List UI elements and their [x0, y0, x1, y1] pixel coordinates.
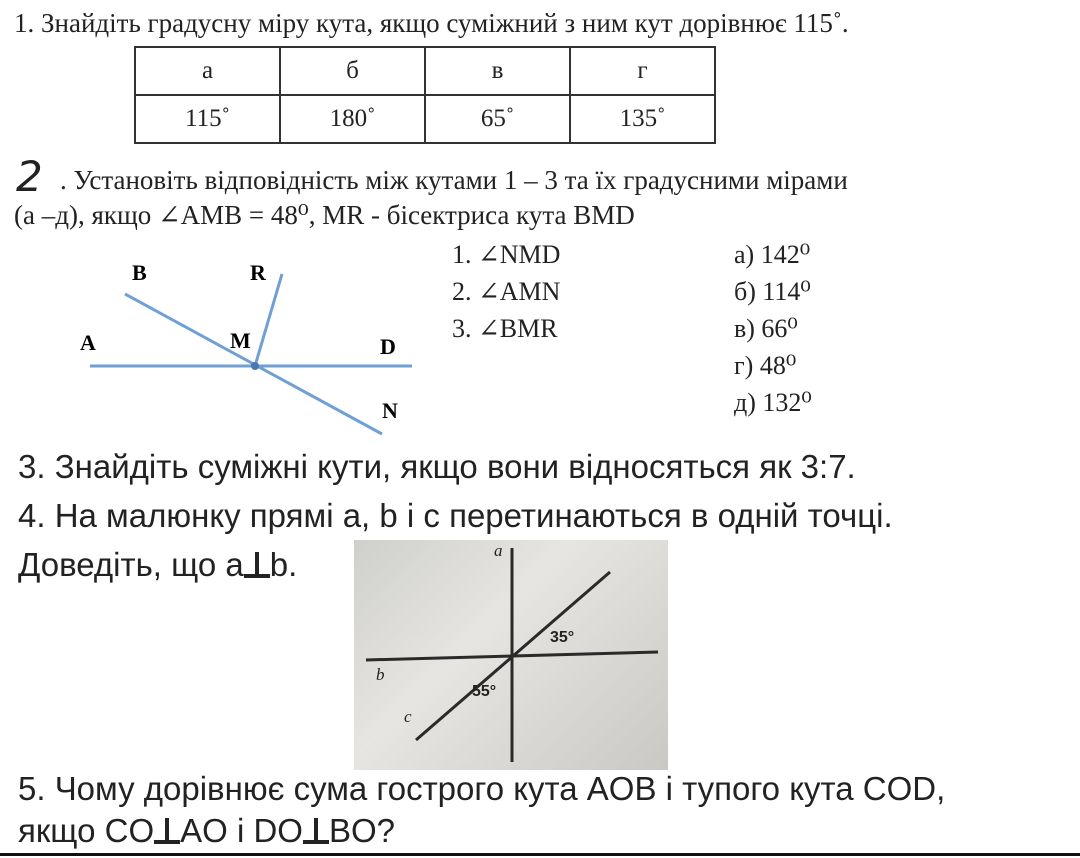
match-item: 1. ∠NMD [452, 240, 561, 269]
label-b: b [376, 665, 385, 684]
question-2-line-2: (а –д), якщо ∠AMB = 48⁰, MR - бісектриса кута BMD [14, 200, 635, 230]
answer-table [134, 46, 716, 144]
table-cell: 180˚ [280, 95, 425, 143]
table-cell: 65˚ [425, 95, 570, 143]
question-5-text-c: BO? [328, 812, 396, 849]
question-2-line-1: . Установіть відповідність між кутами 1 – 3 та їх градусними мірами [60, 165, 848, 195]
label-r: R [250, 260, 266, 285]
question-1-text: 1. Знайдіть градусну міру кута, якщо суміжний з ним кут дорівнює 115˚. [14, 8, 849, 38]
angle-55-label: 55° [472, 683, 497, 700]
table-row [135, 95, 715, 143]
point-m [251, 362, 259, 370]
question-3-text: 3. Знайдіть суміжні кути, якщо вони відносяться як 3:7. [18, 448, 856, 485]
table-cell: 135˚ [570, 95, 715, 143]
question-2-handwritten-number: 2 [16, 152, 43, 201]
question-5-line-2 [18, 812, 395, 850]
label-d: D [380, 334, 396, 359]
perpendicular-icon [244, 552, 270, 578]
table-cell: б [280, 47, 425, 95]
ray-mr [255, 274, 282, 366]
bottom-rule [0, 853, 1080, 856]
table-cell: а [135, 47, 280, 95]
match-option: д) 132⁰ [734, 388, 812, 417]
question-4-text-b: b. [269, 546, 298, 583]
label-n: N [382, 398, 398, 423]
match-option: г) 48⁰ [734, 351, 797, 380]
match-item: 3. ∠BMR [452, 314, 558, 343]
lines-figure [354, 540, 668, 770]
question-4-line-1: 4. На малюнку прямі a, b і c перетинаються в одній точці. [18, 497, 893, 534]
match-option: а) 142⁰ [734, 240, 811, 269]
angle-figure [70, 250, 430, 440]
match-item: 2. ∠AMN [452, 277, 561, 306]
table-header-row [135, 47, 715, 95]
table-cell: 115˚ [135, 95, 280, 143]
table-cell: г [570, 47, 715, 95]
question-5-text-a: якщо CO [18, 812, 155, 849]
label-c: c [404, 707, 412, 726]
table-cell: в [425, 47, 570, 95]
label-a: a [494, 541, 503, 560]
question-5-line-1: 5. Чому дорівнює сума гострого кута AOB і тупого кута COD, [18, 770, 946, 807]
match-option: б) 114⁰ [734, 277, 811, 306]
angle-35-label: 35° [550, 629, 575, 646]
question-4-line-2 [18, 546, 297, 584]
match-option: в) 66⁰ [734, 314, 798, 343]
label-a: A [80, 330, 96, 355]
perpendicular-icon [154, 818, 180, 844]
label-m: M [230, 328, 251, 353]
question-4-text-a: Доведіть, що a [18, 546, 244, 583]
lines-photo [354, 540, 668, 770]
question-5-text-b: AO і DO [180, 812, 303, 849]
label-b: B [132, 260, 147, 285]
perpendicular-icon [303, 818, 329, 844]
